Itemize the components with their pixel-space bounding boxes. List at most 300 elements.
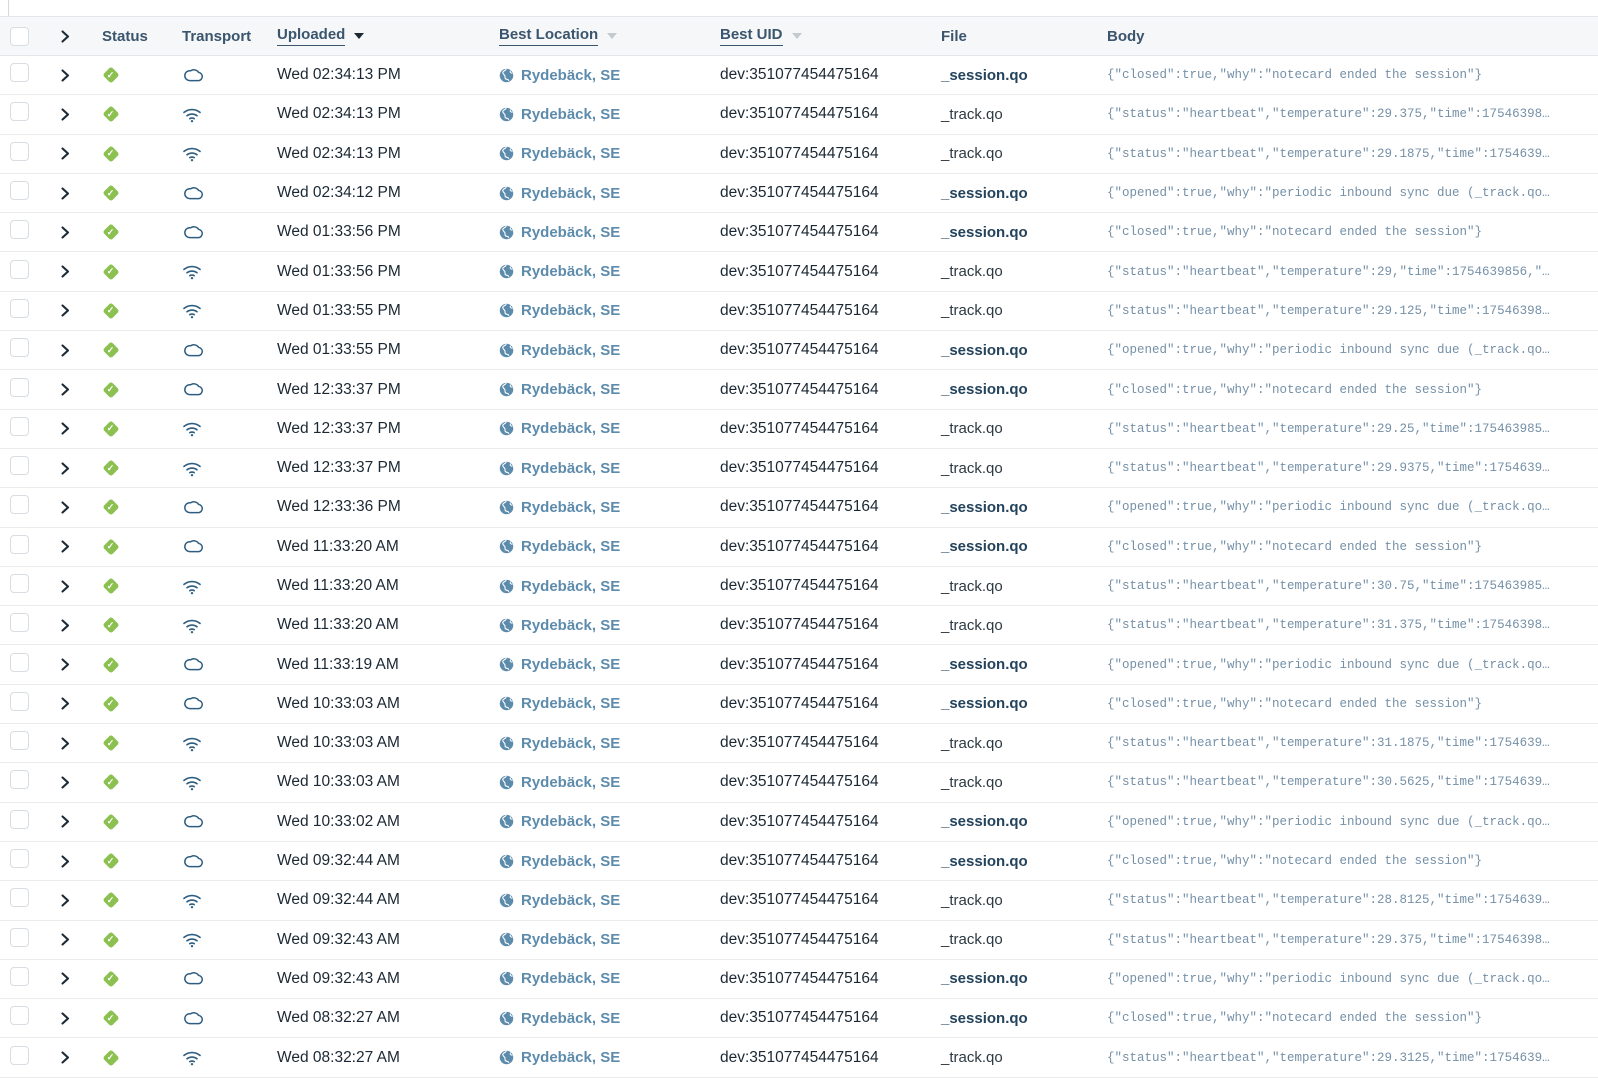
event-row[interactable] — [0, 881, 1598, 920]
row-select-cell — [0, 338, 38, 362]
status-cell — [78, 67, 176, 84]
event-row[interactable] — [0, 213, 1598, 252]
event-row[interactable] — [0, 528, 1598, 567]
row-expand-cell[interactable] — [38, 1012, 78, 1025]
row-checkbox[interactable] — [10, 417, 29, 436]
row-select-cell — [0, 928, 38, 952]
status-cell — [78, 1010, 176, 1027]
column-header-label[interactable]: Best Location — [499, 26, 598, 46]
status-cell — [78, 892, 176, 909]
status-success-icon: ✓ — [102, 460, 119, 477]
body-json-preview: {"status":"heartbeat","temperature":29.375,"time":17546398… — [1107, 932, 1550, 947]
event-row[interactable] — [0, 960, 1598, 999]
best-location-link[interactable]: Rydebäck, SE — [521, 891, 621, 909]
body-json-preview: {"status":"heartbeat","temperature":29.125,"time":17546398… — [1107, 303, 1550, 318]
best-location-cell[interactable] — [499, 302, 720, 319]
globe-icon — [499, 971, 514, 986]
best-location-link[interactable]: Rydebäck, SE — [521, 813, 621, 831]
uploaded-cell: Wed 12:33:36 PM — [277, 498, 401, 516]
best-location-link[interactable]: Rydebäck, SE — [521, 381, 621, 399]
body-json-preview: {"status":"heartbeat","temperature":29.25,"time":175463985… — [1107, 421, 1550, 436]
row-expand-cell[interactable] — [38, 69, 78, 82]
body-cell — [1101, 147, 1598, 161]
row-checkbox[interactable] — [10, 574, 29, 593]
body-cell — [1101, 658, 1598, 672]
globe-icon — [499, 382, 514, 397]
status-cell — [78, 106, 176, 123]
best-location-cell[interactable] — [499, 695, 720, 712]
wifi-icon — [182, 106, 202, 123]
file-cell: _session.qo — [941, 538, 1028, 556]
column-header-best-location[interactable] — [499, 26, 720, 46]
uploaded-cell: Wed 11:33:19 AM — [277, 655, 399, 673]
row-expand-cell[interactable] — [38, 697, 78, 710]
row-expand-cell[interactable] — [38, 501, 78, 514]
best-location-cell[interactable] — [499, 617, 720, 634]
event-row[interactable] — [0, 331, 1598, 370]
row-expand-cell[interactable] — [38, 1051, 78, 1064]
row-checkbox[interactable] — [10, 692, 29, 711]
transport-cell — [176, 617, 277, 634]
cloud-icon — [182, 695, 204, 712]
uploaded-cell: Wed 10:33:03 AM — [277, 773, 400, 791]
best-location-link[interactable]: Rydebäck, SE — [521, 420, 621, 438]
row-select-cell — [0, 770, 38, 794]
event-row[interactable] — [0, 842, 1598, 881]
row-checkbox[interactable] — [10, 888, 29, 907]
row-checkbox[interactable] — [10, 338, 29, 357]
best-uid-cell: dev:351077454475164 — [720, 262, 879, 280]
uploaded-cell: Wed 08:32:27 AM — [277, 1048, 400, 1066]
row-checkbox[interactable] — [10, 142, 29, 161]
body-json-preview: {"status":"heartbeat","temperature":31.1875,"time":1754639… — [1107, 736, 1550, 751]
transport-cell — [176, 302, 277, 319]
uploaded-cell: Wed 01:33:56 PM — [277, 223, 401, 241]
transport-cell — [176, 67, 277, 84]
event-row[interactable] — [0, 449, 1598, 488]
row-expand-cell[interactable] — [38, 815, 78, 828]
best-location-cell[interactable] — [499, 853, 720, 870]
header-select-all-cell — [0, 27, 38, 46]
column-header-label[interactable]: Uploaded — [277, 26, 345, 46]
cloud-icon — [182, 538, 204, 555]
best-uid-cell: dev:351077454475164 — [720, 223, 879, 241]
best-location-link[interactable]: Rydebäck, SE — [521, 302, 621, 320]
row-expand-cell[interactable] — [38, 187, 78, 200]
wifi-icon — [182, 617, 202, 634]
chevron-right-icon — [60, 344, 70, 357]
status-cell — [78, 499, 176, 516]
body-cell — [1101, 343, 1598, 357]
event-row[interactable] — [0, 292, 1598, 331]
uploaded-cell: Wed 02:34:13 PM — [277, 144, 401, 162]
chevron-right-icon — [60, 108, 70, 121]
row-select-cell — [0, 1046, 38, 1070]
column-header-body — [1101, 28, 1598, 45]
transport-cell — [176, 145, 277, 162]
row-expand-cell[interactable] — [38, 540, 78, 553]
best-location-cell[interactable] — [499, 774, 720, 791]
body-cell — [1101, 618, 1598, 632]
row-expand-cell[interactable] — [38, 108, 78, 121]
row-select-cell — [0, 181, 38, 205]
uploaded-cell: Wed 12:33:37 PM — [277, 380, 401, 398]
best-location-link[interactable]: Rydebäck, SE — [521, 577, 621, 595]
best-location-cell[interactable] — [499, 813, 720, 830]
best-location-link[interactable]: Rydebäck, SE — [521, 341, 621, 359]
column-header-label[interactable]: Best UID — [720, 26, 783, 46]
select-all-checkbox[interactable] — [10, 27, 29, 46]
row-checkbox[interactable] — [10, 181, 29, 200]
best-location-cell[interactable] — [499, 1049, 720, 1066]
best-location-link[interactable]: Rydebäck, SE — [521, 459, 621, 477]
body-cell — [1101, 461, 1598, 475]
event-row[interactable] — [0, 685, 1598, 724]
status-cell — [78, 970, 176, 987]
event-row[interactable] — [0, 135, 1598, 174]
best-location-cell[interactable] — [499, 460, 720, 477]
body-cell — [1101, 933, 1598, 947]
status-cell — [78, 813, 176, 830]
best-location-link[interactable]: Rydebäck, SE — [521, 223, 621, 241]
row-expand-cell[interactable] — [38, 422, 78, 435]
event-row[interactable] — [0, 370, 1598, 409]
row-checkbox[interactable] — [10, 1006, 29, 1025]
wifi-icon — [182, 892, 202, 909]
best-uid-cell: dev:351077454475164 — [720, 694, 879, 712]
best-uid-cell: dev:351077454475164 — [720, 1048, 879, 1066]
status-cell — [78, 263, 176, 280]
globe-icon — [499, 421, 514, 436]
uploaded-cell: Wed 11:33:20 AM — [277, 577, 399, 594]
file-cell: _session.qo — [941, 852, 1028, 870]
best-location-link[interactable]: Rydebäck, SE — [521, 1049, 621, 1067]
cloud-icon — [182, 970, 204, 987]
status-cell — [78, 381, 176, 398]
transport-cell — [176, 695, 277, 712]
best-location-cell[interactable] — [499, 67, 720, 84]
row-expand-cell[interactable] — [38, 580, 78, 593]
chevron-right-icon — [60, 1051, 70, 1064]
uploaded-cell: Wed 10:33:03 AM — [277, 694, 400, 712]
row-select-cell — [0, 456, 38, 480]
chevron-right-icon — [60, 658, 70, 671]
row-select-cell — [0, 888, 38, 912]
uploaded-cell: Wed 02:34:12 PM — [277, 184, 401, 202]
chevron-right-icon — [60, 147, 70, 160]
row-checkbox[interactable] — [10, 535, 29, 554]
row-checkbox[interactable] — [10, 770, 29, 789]
cloud-icon — [182, 813, 204, 830]
event-row[interactable] — [0, 724, 1598, 763]
row-expand-cell[interactable] — [38, 619, 78, 632]
best-uid-cell: dev:351077454475164 — [720, 1009, 879, 1027]
row-select-cell — [0, 731, 38, 755]
chevron-right-icon — [60, 737, 70, 750]
body-json-preview: {"opened":true,"why":"periodic inbound sync due (_track.qo… — [1107, 343, 1550, 358]
best-location-link[interactable]: Rydebäck, SE — [521, 1009, 621, 1027]
status-success-icon: ✓ — [102, 302, 119, 319]
body-cell — [1101, 775, 1598, 789]
status-cell — [78, 224, 176, 241]
best-location-cell[interactable] — [499, 970, 720, 987]
best-location-link[interactable]: Rydebäck, SE — [521, 656, 621, 674]
best-location-cell[interactable] — [499, 538, 720, 555]
best-location-link[interactable]: Rydebäck, SE — [521, 734, 621, 752]
row-checkbox[interactable] — [10, 456, 29, 475]
row-checkbox[interactable] — [10, 1046, 29, 1065]
column-header-uploaded[interactable] — [277, 26, 499, 46]
best-location-cell[interactable] — [499, 578, 720, 595]
column-header-label: Transport — [182, 27, 252, 45]
body-cell — [1101, 1051, 1598, 1065]
status-success-icon: ✓ — [102, 970, 119, 987]
chevron-right-icon — [60, 776, 70, 789]
row-checkbox[interactable] — [10, 613, 29, 632]
body-cell — [1101, 68, 1598, 82]
file-cell: _track.qo — [941, 931, 1003, 949]
row-checkbox[interactable] — [10, 967, 29, 986]
header-expand-all-cell[interactable] — [38, 30, 78, 43]
best-location-cell[interactable] — [499, 224, 720, 241]
row-select-cell — [0, 967, 38, 991]
row-checkbox[interactable] — [10, 928, 29, 947]
best-location-cell[interactable] — [499, 185, 720, 202]
event-row[interactable] — [0, 252, 1598, 291]
status-success-icon: ✓ — [102, 774, 119, 791]
globe-icon — [499, 579, 514, 594]
body-json-preview: {"status":"heartbeat","temperature":31.375,"time":17546398… — [1107, 618, 1550, 633]
row-expand-cell[interactable] — [38, 855, 78, 868]
chevron-right-icon — [60, 30, 70, 43]
row-select-cell — [0, 142, 38, 166]
globe-icon — [499, 107, 514, 122]
file-cell: _track.qo — [941, 734, 1003, 752]
row-expand-cell[interactable] — [38, 894, 78, 907]
transport-cell — [176, 970, 277, 987]
status-success-icon: ✓ — [102, 67, 119, 84]
wifi-icon — [182, 578, 202, 595]
best-uid-cell: dev:351077454475164 — [720, 852, 879, 870]
best-location-link[interactable]: Rydebäck, SE — [521, 105, 621, 123]
best-uid-cell: dev:351077454475164 — [720, 773, 879, 791]
best-location-cell[interactable] — [499, 656, 720, 673]
file-cell: _track.qo — [941, 616, 1003, 634]
status-success-icon: ✓ — [102, 695, 119, 712]
best-location-cell[interactable] — [499, 735, 720, 752]
file-cell: _track.qo — [941, 577, 1003, 595]
best-location-cell[interactable] — [499, 931, 720, 948]
file-cell: _session.qo — [941, 381, 1028, 399]
body-json-preview: {"opened":true,"why":"periodic inbound sync due (_track.qo… — [1107, 971, 1550, 986]
best-uid-cell: dev:351077454475164 — [720, 459, 879, 477]
row-checkbox[interactable] — [10, 63, 29, 82]
best-location-link[interactable]: Rydebäck, SE — [521, 931, 621, 949]
status-success-icon: ✓ — [102, 538, 119, 555]
status-success-icon: ✓ — [102, 420, 119, 437]
best-location-cell[interactable] — [499, 420, 720, 437]
event-row[interactable] — [0, 921, 1598, 960]
uploaded-cell: Wed 12:33:37 PM — [277, 459, 401, 477]
status-success-icon: ✓ — [102, 813, 119, 830]
event-row[interactable] — [0, 763, 1598, 802]
row-checkbox[interactable] — [10, 378, 29, 397]
body-json-preview: {"closed":true,"why":"notecard ended the session"} — [1107, 696, 1483, 711]
event-row[interactable] — [0, 488, 1598, 527]
best-location-link[interactable]: Rydebäck, SE — [521, 498, 621, 516]
transport-cell — [176, 460, 277, 477]
transport-cell — [176, 538, 277, 555]
best-location-cell[interactable] — [499, 342, 720, 359]
globe-icon — [499, 343, 514, 358]
body-json-preview: {"closed":true,"why":"notecard ended the session"} — [1107, 1011, 1483, 1026]
event-row[interactable] — [0, 1038, 1598, 1077]
event-row[interactable] — [0, 645, 1598, 684]
transport-cell — [176, 774, 277, 791]
uploaded-cell: Wed 12:33:37 PM — [277, 419, 401, 437]
best-uid-cell: dev:351077454475164 — [720, 537, 879, 555]
row-expand-cell[interactable] — [38, 776, 78, 789]
row-expand-cell[interactable] — [38, 658, 78, 671]
row-select-cell — [0, 535, 38, 559]
best-location-link[interactable]: Rydebäck, SE — [521, 852, 621, 870]
row-checkbox[interactable] — [10, 849, 29, 868]
event-row[interactable] — [0, 803, 1598, 842]
row-checkbox[interactable] — [10, 299, 29, 318]
column-header-status — [78, 28, 176, 45]
row-checkbox[interactable] — [10, 220, 29, 239]
status-success-icon: ✓ — [102, 617, 119, 634]
best-location-link[interactable]: Rydebäck, SE — [521, 538, 621, 556]
row-expand-cell[interactable] — [38, 933, 78, 946]
body-json-preview: {"status":"heartbeat","temperature":29,"time":1754639856,"… — [1107, 264, 1550, 279]
event-row[interactable] — [0, 606, 1598, 645]
event-row[interactable] — [0, 95, 1598, 134]
file-cell: _track.qo — [941, 773, 1003, 791]
best-location-link[interactable]: Rydebäck, SE — [521, 145, 621, 163]
uploaded-cell: Wed 08:32:27 AM — [277, 1009, 400, 1027]
file-cell: _session.qo — [941, 1009, 1028, 1027]
status-success-icon: ✓ — [102, 1049, 119, 1066]
row-expand-cell[interactable] — [38, 972, 78, 985]
status-cell — [78, 695, 176, 712]
cloud-icon — [182, 499, 204, 516]
best-location-cell[interactable] — [499, 499, 720, 516]
row-expand-cell[interactable] — [38, 383, 78, 396]
row-expand-cell[interactable] — [38, 304, 78, 317]
best-location-link[interactable]: Rydebäck, SE — [521, 970, 621, 988]
wifi-icon — [182, 302, 202, 319]
row-expand-cell[interactable] — [38, 344, 78, 357]
best-location-link[interactable]: Rydebäck, SE — [521, 773, 621, 791]
transport-cell — [176, 892, 277, 909]
best-location-cell[interactable] — [499, 381, 720, 398]
body-json-preview: {"closed":true,"why":"notecard ended the session"} — [1107, 539, 1483, 554]
globe-icon — [499, 461, 514, 476]
best-uid-cell: dev:351077454475164 — [720, 380, 879, 398]
transport-cell — [176, 420, 277, 437]
row-checkbox[interactable] — [10, 653, 29, 672]
row-expand-cell[interactable] — [38, 226, 78, 239]
best-uid-cell: dev:351077454475164 — [720, 577, 879, 594]
event-row[interactable] — [0, 174, 1598, 213]
body-json-preview: {"opened":true,"why":"periodic inbound sync due (_track.qo… — [1107, 657, 1550, 672]
globe-icon — [499, 775, 514, 790]
cloud-icon — [182, 853, 204, 870]
best-location-cell[interactable] — [499, 106, 720, 123]
wifi-icon — [182, 774, 202, 791]
row-checkbox[interactable] — [10, 495, 29, 514]
globe-icon — [499, 854, 514, 869]
body-cell — [1101, 854, 1598, 868]
transport-cell — [176, 499, 277, 516]
cloud-icon — [182, 381, 204, 398]
row-select-cell — [0, 653, 38, 677]
best-location-link[interactable]: Rydebäck, SE — [521, 616, 621, 634]
best-location-link[interactable]: Rydebäck, SE — [521, 263, 621, 281]
status-cell — [78, 420, 176, 437]
column-header-label: File — [941, 27, 967, 45]
event-row[interactable] — [0, 999, 1598, 1038]
file-cell: _track.qo — [941, 105, 1003, 123]
body-cell — [1101, 107, 1598, 121]
row-expand-cell[interactable] — [38, 265, 78, 278]
best-location-cell[interactable] — [499, 263, 720, 280]
chevron-right-icon — [60, 933, 70, 946]
body-cell — [1101, 422, 1598, 436]
best-location-link[interactable]: Rydebäck, SE — [521, 66, 621, 84]
best-location-cell[interactable] — [499, 1010, 720, 1027]
row-select-cell — [0, 810, 38, 834]
body-cell — [1101, 500, 1598, 514]
best-location-cell[interactable] — [499, 892, 720, 909]
chevron-right-icon — [60, 462, 70, 475]
body-json-preview: {"closed":true,"why":"notecard ended the session"} — [1107, 225, 1483, 240]
best-location-link[interactable]: Rydebäck, SE — [521, 184, 621, 202]
chevron-right-icon — [60, 265, 70, 278]
cloud-icon — [182, 224, 204, 241]
transport-cell — [176, 185, 277, 202]
row-expand-cell[interactable] — [38, 147, 78, 160]
row-checkbox[interactable] — [10, 260, 29, 279]
best-location-link[interactable]: Rydebäck, SE — [521, 695, 621, 713]
row-select-cell — [0, 417, 38, 441]
best-uid-cell: dev:351077454475164 — [720, 184, 879, 202]
best-uid-cell: dev:351077454475164 — [720, 969, 879, 987]
body-json-preview: {"opened":true,"why":"periodic inbound sync due (_track.qo… — [1107, 186, 1550, 201]
status-cell — [78, 774, 176, 791]
best-uid-cell: dev:351077454475164 — [720, 616, 879, 634]
column-header-best-uid[interactable] — [720, 26, 941, 46]
transport-cell — [176, 578, 277, 595]
row-checkbox[interactable] — [10, 731, 29, 750]
row-expand-cell[interactable] — [38, 737, 78, 750]
best-uid-cell: dev:351077454475164 — [720, 66, 879, 84]
row-expand-cell[interactable] — [38, 462, 78, 475]
row-checkbox[interactable] — [10, 810, 29, 829]
event-row[interactable] — [0, 567, 1598, 606]
row-select-cell — [0, 849, 38, 873]
event-row[interactable] — [0, 56, 1598, 95]
cloud-icon — [182, 67, 204, 84]
globe-icon — [499, 264, 514, 279]
status-success-icon: ✓ — [102, 892, 119, 909]
file-cell: _session.qo — [941, 223, 1028, 241]
chevron-right-icon — [60, 383, 70, 396]
row-checkbox[interactable] — [10, 102, 29, 121]
event-row[interactable] — [0, 410, 1598, 449]
best-location-cell[interactable] — [499, 145, 720, 162]
